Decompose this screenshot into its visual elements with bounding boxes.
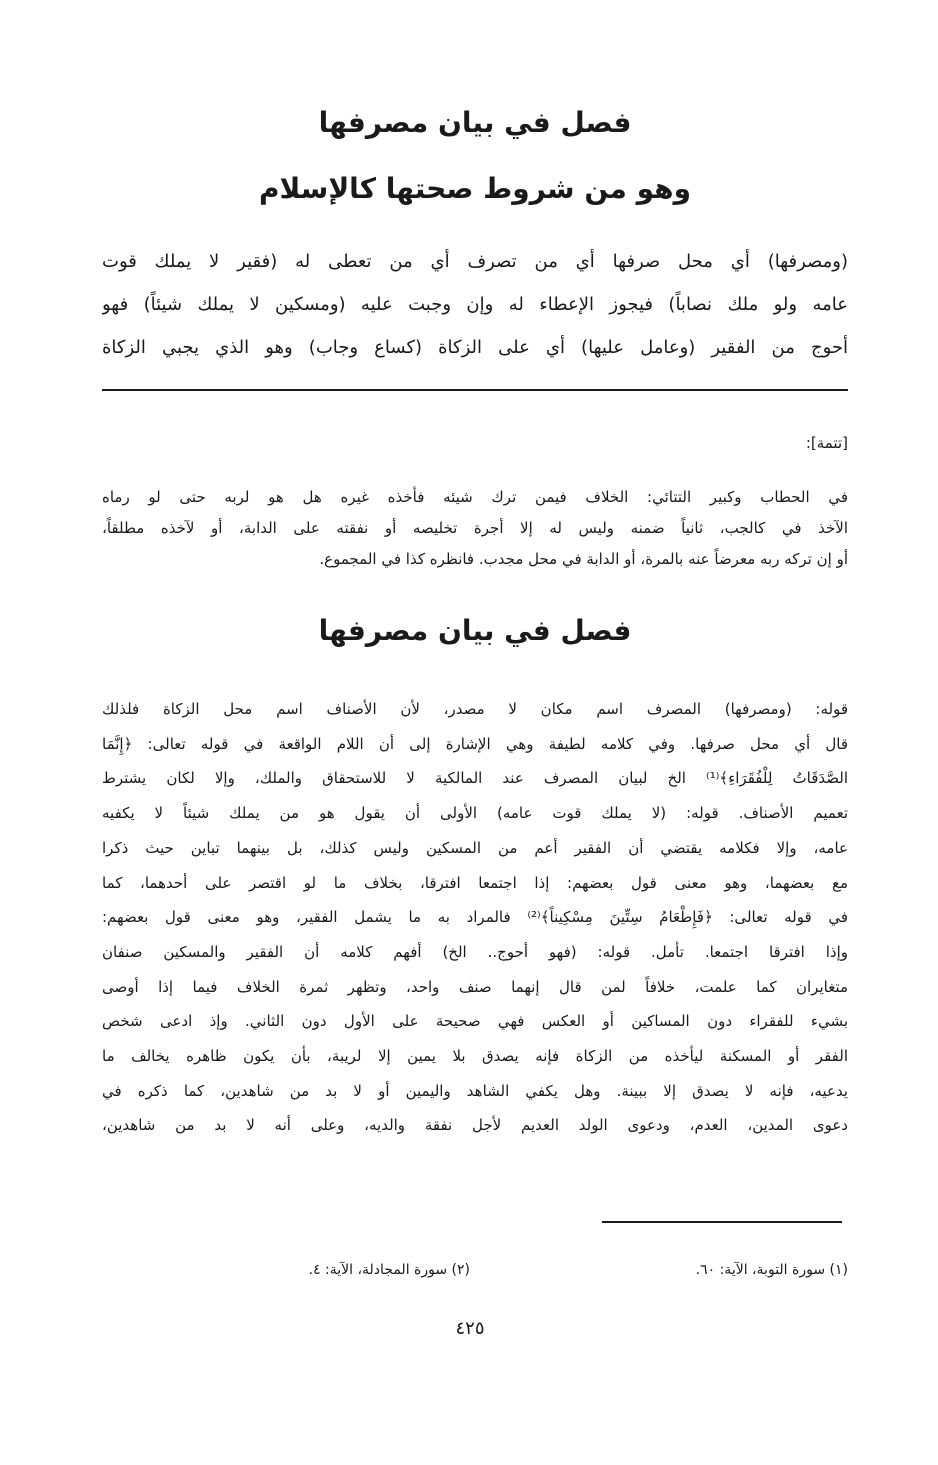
section-title: فصل في بيان مصرفها: [318, 614, 632, 647]
sharh-line: عامه، وإلا فكلامه يقتضي أن الفقير أعم من المسكين وليس كذلك، بل بينهما تباين حيث ذكرا: [102, 838, 848, 857]
separator-rule: [102, 389, 848, 391]
footnote-2: (٢) سورة المجادلة، الآية: ٤.: [308, 1262, 470, 1278]
chapter-subtitle: وهو من شروط صحتها كالإسلام: [259, 172, 691, 205]
sharh-line: الصَّدَقَاتُ لِلْفُقَرَاءِ﴾⁽¹⁾ الخ لبيان المصرف عند المالكية لا للاستحقاق والملك، وإلا لكان يشترط: [102, 769, 848, 788]
sharh-line: بشيء للفقراء دون المساكين أو العكس فهي صحيحة على الأول دون الثاني. وإذ ادعى شخص: [102, 1012, 848, 1031]
sharh-line: متغايران كما علمت، خلافاً لمن قال إنهما صنف واحد، وتظهر ثمرة الخلاف فيما إذا أوصى: [102, 977, 848, 996]
matn-line: (ومصرفها) أي محل صرفها أي من تصرف أي من تعطى له (فقير لا يملك قوت: [102, 251, 848, 272]
tatimma-label: [تتمة]:: [805, 434, 848, 452]
sharh-line: قال أي محل صرفها. وفي كلامه لطيفة وهي الإشارة إلى أن اللام الواقعة في قوله تعالى: ﴿إِنَّمَا: [102, 734, 848, 753]
sharh-line: تعميم الأصناف. قوله: (لا يملك قوت عامه) الأولى أن يقول هو من يملك شيئاً لا يكفيه: [102, 804, 848, 823]
chapter-title: فصل في بيان مصرفها: [318, 106, 632, 139]
sharh-line: الفقر أو المسكنة ليأخذه من الزكاة فإنه يصدق بلا يمين إلا لريبة، بأن يكون ظاهره يخالف ما: [102, 1047, 848, 1066]
sharh-line: وإذا افترقا اجتمعا. تأمل. قوله: (فهو أحوج.. الخ) أفهم كلامه أن الفقير والمسكين صنفان: [102, 942, 848, 961]
matn-line: عامه ولو ملك نصاباً) فيجوز الإعطاء له وإن وجبت عليه (ومسكين لا يملك شيئاً) فهو: [102, 294, 848, 315]
tatimma-line: الآخذ في كالجب، ثانياً ضمنه وليس له إلا أجرة تخليصه أو نفقته على الدابة، أو لآخذه مطلقاً،: [102, 519, 848, 537]
sharh-line: دعوى المدين، العدم، ودعوى الولد العديم لأجل نفقة والديه، وعلى أنه لا بد من شاهدين،: [102, 1116, 848, 1135]
sharh-line: في قوله تعالى: ﴿فَإِطْعَامُ سِتِّينَ مِسْكِيناً﴾⁽²⁾ فالمراد به ما يشمل الفقير، وهو معنى قول بعضهم:: [102, 908, 848, 927]
footnote-rule: [602, 1221, 842, 1223]
tatimma-line: في الحطاب وكبير التتائي: الخلاف فيمن ترك شيئه فأخذه غيره هل هو لربه حتى لو رماه: [102, 488, 848, 506]
matn-line: أحوج من الفقير (وعامل عليها) أي على الزكاة (كساع وجاب) وهو الذي يجبي الزكاة: [102, 337, 848, 358]
sharh-line: مع بعضهما، وهو معنى قول بعضهم: إذا اجتمعا افترقا، بخلاف ما لو اقتصر على أحدهما، كما: [102, 873, 848, 892]
sharh-line: يدعيه، فإنه لا يصدق إلا ببينة. وهل يكفي الشاهد واليمين أو لا بد من شاهدين، كما ذكره في: [102, 1081, 848, 1100]
tatimma-paragraph: [102, 482, 848, 575]
footnote-1: (١) سورة التوبة، الآية: ٦٠.: [695, 1262, 848, 1278]
sharh-paragraph: [102, 692, 848, 1143]
tatimma-line: أو إن تركه ربه معرضاً عنه بالمرة، أو الدابة في محل مجدب. فانظره كذا في المجموع.: [319, 550, 848, 568]
sharh-line: قوله: (ومصرفها) المصرف اسم مكان لا مصدر، لأن الأصناف اسم محل الزكاة فلذلك: [102, 700, 848, 718]
page-number: ٤٢٥: [455, 1318, 485, 1339]
matn-paragraph: [102, 240, 848, 369]
